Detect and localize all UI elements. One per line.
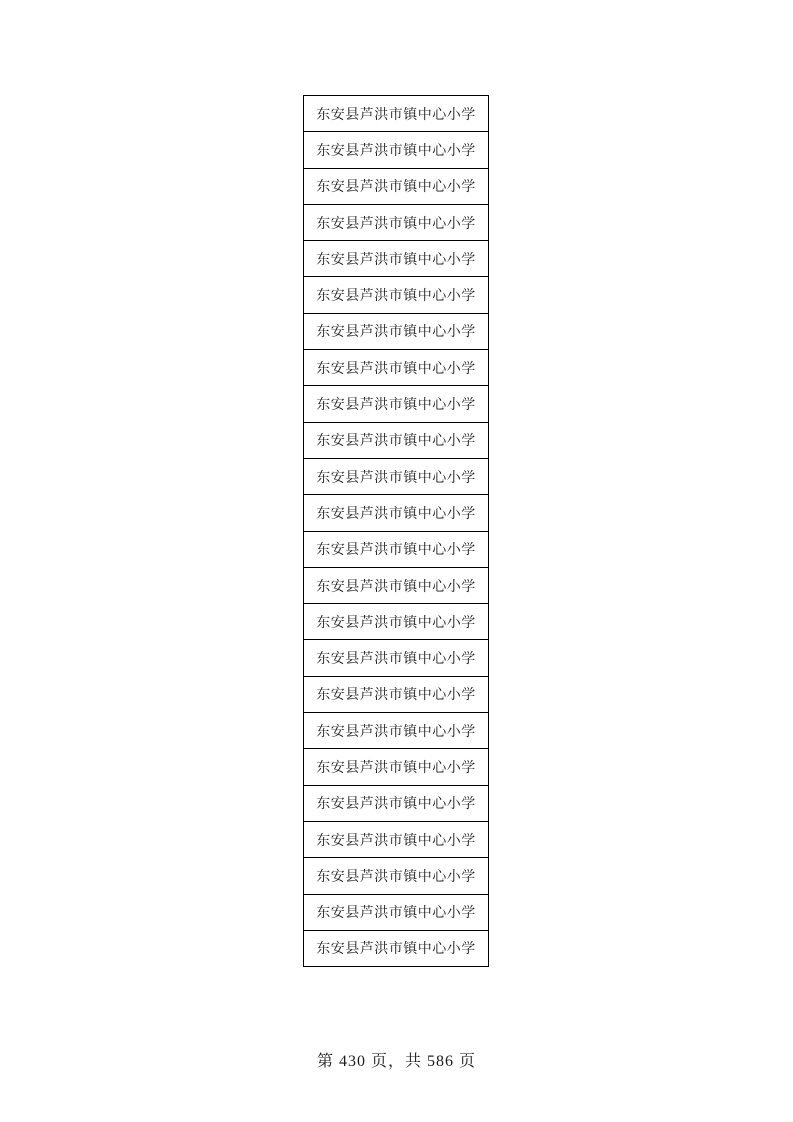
table-row (304, 858, 489, 894)
table-cell: 东安县芦洪市镇中心小学 (304, 713, 489, 749)
table-cell: 东安县芦洪市镇中心小学 (304, 604, 489, 640)
table-row (304, 458, 489, 494)
table-cell: 东安县芦洪市镇中心小学 (304, 749, 489, 785)
table-cell: 东安县芦洪市镇中心小学 (304, 96, 489, 132)
table-cell: 东安县芦洪市镇中心小学 (304, 821, 489, 857)
table-cell: 东安县芦洪市镇中心小学 (304, 386, 489, 422)
table-cell: 东安县芦洪市镇中心小学 (304, 313, 489, 349)
table-cell: 东安县芦洪市镇中心小学 (304, 168, 489, 204)
table-cell: 东安县芦洪市镇中心小学 (304, 567, 489, 603)
table-row (304, 713, 489, 749)
school-name-table (303, 95, 489, 967)
table-row (304, 531, 489, 567)
table-cell: 东安县芦洪市镇中心小学 (304, 350, 489, 386)
table-row (304, 604, 489, 640)
table-cell: 东安县芦洪市镇中心小学 (304, 277, 489, 313)
table-cell: 东安县芦洪市镇中心小学 (304, 894, 489, 930)
table-row (304, 495, 489, 531)
table-row (304, 96, 489, 132)
table-cell: 东安县芦洪市镇中心小学 (304, 458, 489, 494)
table-row (304, 168, 489, 204)
table-row (304, 640, 489, 676)
table-cell: 东安县芦洪市镇中心小学 (304, 495, 489, 531)
table-row (304, 350, 489, 386)
table-row (304, 567, 489, 603)
school-name-table-body (304, 96, 489, 967)
table-cell: 东安县芦洪市镇中心小学 (304, 676, 489, 712)
table-row (304, 821, 489, 857)
table-row (304, 894, 489, 930)
table-row (304, 676, 489, 712)
table-cell: 东安县芦洪市镇中心小学 (304, 422, 489, 458)
page-number-footer: 第 430 页，共 586 页 (316, 1053, 476, 1070)
table-cell: 东安县芦洪市镇中心小学 (304, 241, 489, 277)
table-row (304, 204, 489, 240)
table-row (304, 422, 489, 458)
table-row (304, 132, 489, 168)
table-row (304, 749, 489, 785)
table-cell: 东安县芦洪市镇中心小学 (304, 204, 489, 240)
table-cell: 东安县芦洪市镇中心小学 (304, 531, 489, 567)
table-cell: 东安县芦洪市镇中心小学 (304, 930, 489, 966)
table-row (304, 241, 489, 277)
table-row (304, 785, 489, 821)
table-cell: 东安县芦洪市镇中心小学 (304, 132, 489, 168)
table-cell: 东安县芦洪市镇中心小学 (304, 858, 489, 894)
table-cell: 东安县芦洪市镇中心小学 (304, 785, 489, 821)
table-row (304, 313, 489, 349)
table-row (304, 386, 489, 422)
table-row (304, 930, 489, 966)
table-cell: 东安县芦洪市镇中心小学 (304, 640, 489, 676)
table-row (304, 277, 489, 313)
